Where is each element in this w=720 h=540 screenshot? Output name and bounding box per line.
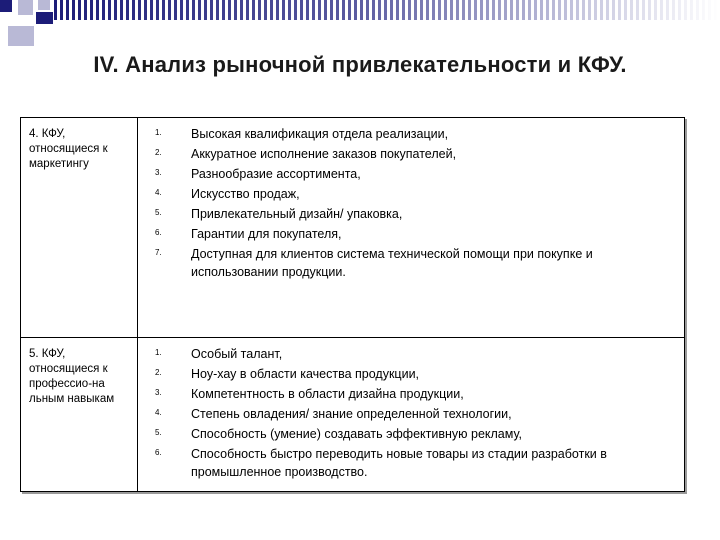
list-text: Искусство продаж, (191, 187, 300, 201)
list-text: Разнообразие ассортимента, (191, 167, 361, 181)
category-cell: 4. КФУ, относящиеся к маркетингу (21, 118, 138, 337)
list-text: Аккуратное исполнение заказов покупателей, (191, 147, 457, 161)
decor-square (8, 26, 34, 46)
decor-stripe-band (54, 0, 720, 20)
list-text: Особый талант, (191, 347, 283, 361)
list-item (147, 205, 674, 223)
list-number: 1. (155, 348, 162, 357)
list-text: Способность быстро переводить новые товары из стадии разработки в промышленное производство. (191, 447, 607, 479)
list-number: 6. (155, 228, 162, 237)
kfu-table (20, 117, 685, 492)
decor-square (0, 0, 12, 12)
list-text: Способность (умение) создавать эффективную рекламу, (191, 427, 522, 441)
list-item (147, 225, 674, 243)
list-text: Привлекательный дизайн/ упаковка, (191, 207, 403, 221)
decor-square (36, 12, 53, 24)
list-number: 2. (155, 368, 162, 377)
items-cell (139, 338, 684, 491)
list-number: 5. (155, 428, 162, 437)
list-number: 3. (155, 388, 162, 397)
list-number: 2. (155, 148, 162, 157)
list-item (147, 405, 674, 423)
list-item (147, 365, 674, 383)
list-item (147, 185, 674, 203)
list-number: 1. (155, 128, 162, 137)
table-row (21, 118, 684, 338)
list-item (147, 165, 674, 183)
list-item (147, 425, 674, 443)
list-item (147, 345, 674, 363)
numbered-list (147, 125, 674, 281)
list-text: Гарантии для покупателя, (191, 227, 342, 241)
list-text: Доступная для клиентов система технической помощи при покупке и использовании продукции. (191, 247, 593, 279)
list-number: 6. (155, 448, 162, 457)
list-number: 4. (155, 408, 162, 417)
decor-square (38, 0, 50, 10)
list-number: 4. (155, 188, 162, 197)
category-cell: 5. КФУ, относящиеся к профессио-на льным навыкам (21, 338, 138, 491)
list-text: Ноу-хау в области качества продукции, (191, 367, 420, 381)
list-number: 3. (155, 168, 162, 177)
decor-square (18, 0, 33, 15)
list-text: Компетентность в области дизайна продукции, (191, 387, 464, 401)
list-item (147, 445, 674, 481)
items-cell (139, 118, 684, 337)
slide-title: IV. Анализ рыночной привлекательности и КФУ. (93, 52, 627, 77)
list-number: 5. (155, 208, 162, 217)
list-number: 7. (155, 248, 162, 257)
list-item (147, 125, 674, 143)
list-text: Высокая квалификация отдела реализации, (191, 127, 449, 141)
list-item (147, 245, 674, 281)
numbered-list (147, 345, 674, 481)
list-item (147, 145, 674, 163)
table-row (21, 338, 684, 491)
list-text: Степень овладения/ знание определенной технологии, (191, 407, 512, 421)
list-item (147, 385, 674, 403)
